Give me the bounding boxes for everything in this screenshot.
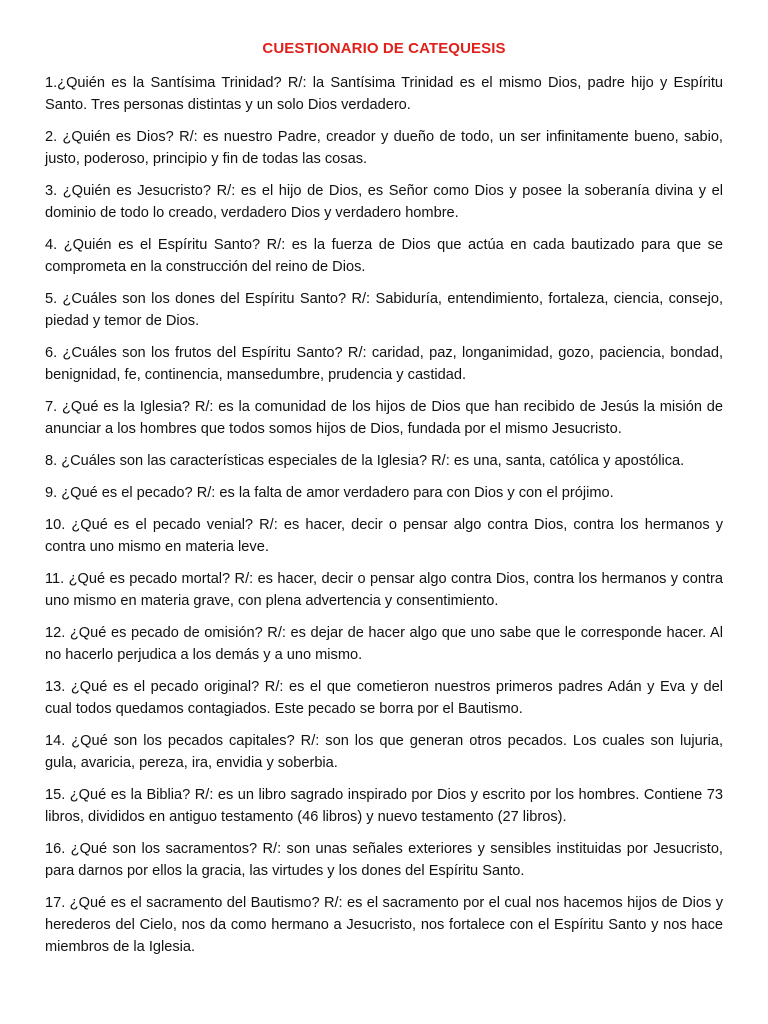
question-item-16: 16. ¿Qué son los sacramentos? R/: son unas señales exteriores y sensibles instituidas por Jesucristo, para darnos por ellos la gracia, las virtudes y los dones del Espíritu Santo. [45,841,723,879]
question-item-9: 9. ¿Qué es el pecado? R/: es la falta de amor verdadero para con Dios y con el prójimo. [45,485,614,501]
question-item-5: 5. ¿Cuáles son los dones del Espíritu Santo? R/: Sabiduría, entendimiento, fortaleza, ciencia, consejo, piedad y temor de Dios. [45,291,723,329]
document-title: CUESTIONARIO DE CATEQUESIS [262,40,506,57]
question-item-10: 10. ¿Qué es el pecado venial? R/: es hacer, decir o pensar algo contra Dios, contra los hermanos y contra uno mismo en materia leve. [45,517,723,555]
document-page [45,40,723,968]
question-item-14: 14. ¿Qué son los pecados capitales? R/: son los que generan otros pecados. Los cuales son lujuria, gula, avaricia, pereza, ira, envidia y soberbia. [45,733,723,771]
question-item-1: 1.¿Quién es la Santísima Trinidad? R/: la Santísima Trinidad es el mismo Dios, padre hijo y Espíritu Santo. Tres personas distintas y un solo Dios verdadero. [45,75,723,113]
question-item-4: 4. ¿Quién es el Espíritu Santo? R/: es la fuerza de Dios que actúa en cada bautizado para que se comprometa en la construcción del reino de Dios. [45,237,723,275]
question-item-11: 11. ¿Qué es pecado mortal? R/: es hacer, decir o pensar algo contra Dios, contra los hermanos y contra uno mismo en materia grave, con plena advertencia y consentimiento. [45,571,723,609]
question-item-15: 15. ¿Qué es la Biblia? R/: es un libro sagrado inspirado por Dios y escrito por los hombres. Contiene 73 libros, divididos en antiguo testamento (46 libros) y nuevo testamento (27 libros). [45,787,723,825]
question-item-3: 3. ¿Quién es Jesucristo? R/: es el hijo de Dios, es Señor como Dios y posee la soberanía divina y el dominio de todo lo creado, verdadero Dios y verdadero hombre. [45,183,723,221]
question-item-6: 6. ¿Cuáles son los frutos del Espíritu Santo? R/: caridad, paz, longanimidad, gozo, paciencia, bondad, benignidad, fe, continencia, mansedumbre, prudencia y castidad. [45,345,723,383]
question-item-8: 8. ¿Cuáles son las características especiales de la Iglesia? R/: es una, santa, católica y apostólica. [45,453,685,469]
question-item-12: 12. ¿Qué es pecado de omisión? R/: es dejar de hacer algo que uno sabe que le corresponde hacer. Al no hacerlo perjudica a los demás y a uno mismo. [45,625,723,663]
question-item-17: 17. ¿Qué es el sacramento del Bautismo? R/: es el sacramento por el cual nos hacemos hijos de Dios y herederos del Cielo, nos da como hermano a Jesucristo, nos fortalece con el Espíritu Santo y nos hace miembros de la Iglesia. [45,895,723,955]
question-item-13: 13. ¿Qué es el pecado original? R/: es el que cometieron nuestros primeros padres Adán y Eva y del cual todos quedamos contagiados. Este pecado se borra por el Bautismo. [45,679,723,717]
question-item-2: 2. ¿Quién es Dios? R/: es nuestro Padre, creador y dueño de todo, un ser infinitamente bueno, sabio, justo, poderoso, principio y fin de todas las cosas. [45,129,723,167]
question-item-7: 7. ¿Qué es la Iglesia? R/: es la comunidad de los hijos de Dios que han recibido de Jesús la misión de anunciar a los hombres que todos somos hijos de Dios, fundada por el mismo Jesucristo. [45,399,723,437]
